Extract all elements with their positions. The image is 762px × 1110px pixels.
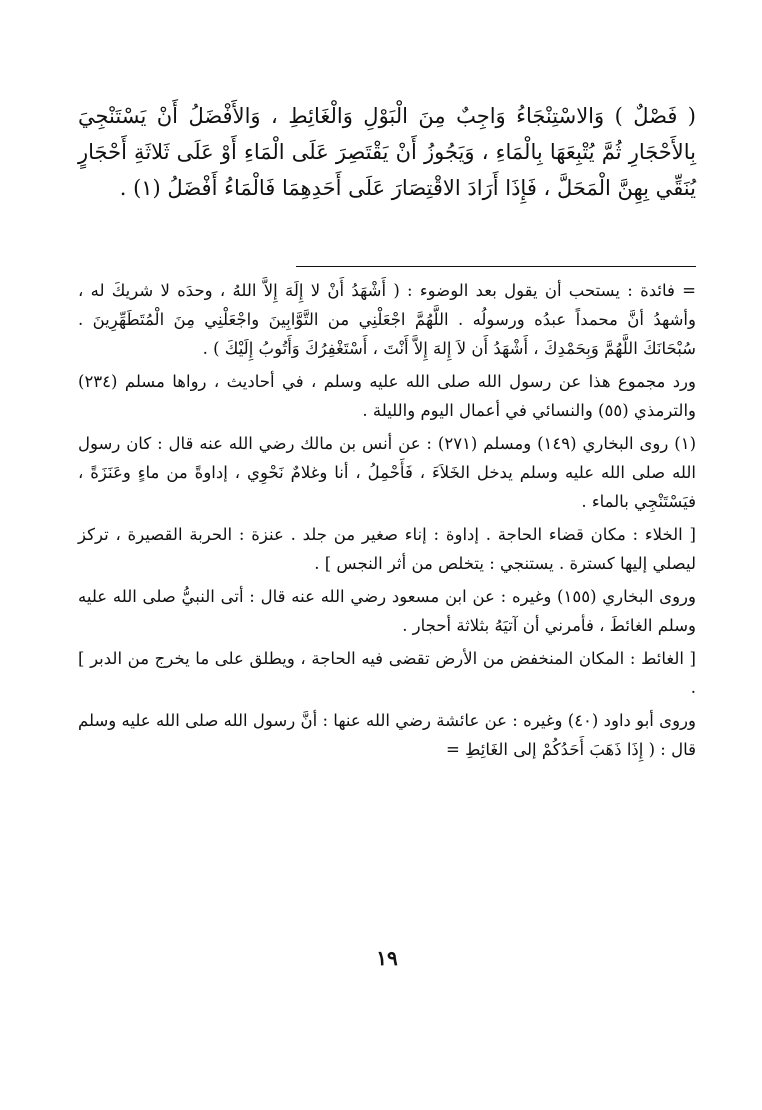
footnotes-block (78, 276, 696, 768)
warad-note: ورد مجموع هذا عن رسول الله صلى الله عليه وسلم ، في أحاديث ، رواها مسلم (٢٣٤) والترمذي (٥٥) والنسائي في أعمال اليوم والليلة . (78, 372, 696, 420)
page-number: ١٩ (376, 946, 398, 970)
footnote-separator (296, 266, 696, 267)
book-page (78, 70, 696, 1030)
gloss-1: [ الخلاء : مكان قضاء الحاجة . إداوة : إناء صغير من جلد . عنزة : الحربة القصيرة ، تركز ليصلي إليها كسترة . يستنجي : يتخلص من أثر النجس ] . (78, 525, 696, 573)
bukhari-note: وروى البخاري (١٥٥) وغيره : عن ابن مسعود رضي الله عنه قال : أتى النبيُّ صلى الله عليه وسلم الغائطَ ، فأمرني أن آتيَهُ بثلاثة أحجار . (78, 587, 696, 635)
gloss-2: [ الغائط : المكان المنخفض من الأرض تقضى فيه الحاجة ، ويطلق على ما يخرج من الدبر ] . (78, 649, 696, 697)
abudawud-note: وروى أبو داود (٤٠) وغيره : عن عائشة رضي الله عنها : أنَّ رسول الله صلى الله عليه وسلم قال : ( إِذَا ذَهَبَ أَحَدُكُمْ إلى الغَائِطِ = (78, 711, 696, 759)
fayida-note: = فائدة : يستحب أن يقول بعد الوضوء : ( أَشْهَدُ أَنْ لا إِلَهَ إِلاَّ اللهُ ، وحدَه لا شريكَ له ، وأشهدُ أنَّ محمداً عبدُه ورسولُه . اللَّهُمَّ اجْعَلْنِي من التَّوَّابِينَ واجْعَلْنِي مِنَ الْمُتَطَهِّرِينَ . سُبْحَانَكَ اللَّهُمَّ وَبِحَمْدِكَ ، أَشْهَدُ أَن لاَ إِلهَ إِلاَّ أَنْتَ ، أَسْتَغْفِرُكَ وَأَتُوبُ إِلَيْكَ ) . (78, 281, 696, 358)
footnote-1: (١) روى البخاري (١٤٩) ومسلم (٢٧١) : عن أنس بن مالك رضي الله عنه قال : كان رسول الله صلى الله عليه وسلم يدخل الخَلاَءَ ، فَأَحْمِلُ ، أنا وغلامٌ نَحْوِي ، إداوةً من ماءٍ وعَنَزَةً ، فيَسْتَنْجِي بالماء . (78, 434, 696, 511)
main-paragraph: ( فَصْلٌ ) وَالاسْتِنْجَاءُ وَاجِبٌ مِنَ الْبَوْلِ وَالْغَائِطِ ، وَالأَفْضَلُ أَنْ يَسْتَنْجِيَ بِالأَحْجَارِ ثُمَّ يُتْبِعَهَا بِالْمَاءِ ، وَيَجُوزُ أَنْ يَقْتَصِرَ عَلَى الْمَاءِ أَوْ عَلَى ثَلاثَةِ أَحْجَارٍ يُنَقِّي بِهِنَّ الْمَحَلَّ ، فَإِذَا أَرَادَ الاقْتِصَارَ عَلَى أَحَدِهِمَا فَالْمَاءُ أَفْضَلُ (١) . (78, 104, 696, 200)
main-text-block (78, 98, 696, 206)
